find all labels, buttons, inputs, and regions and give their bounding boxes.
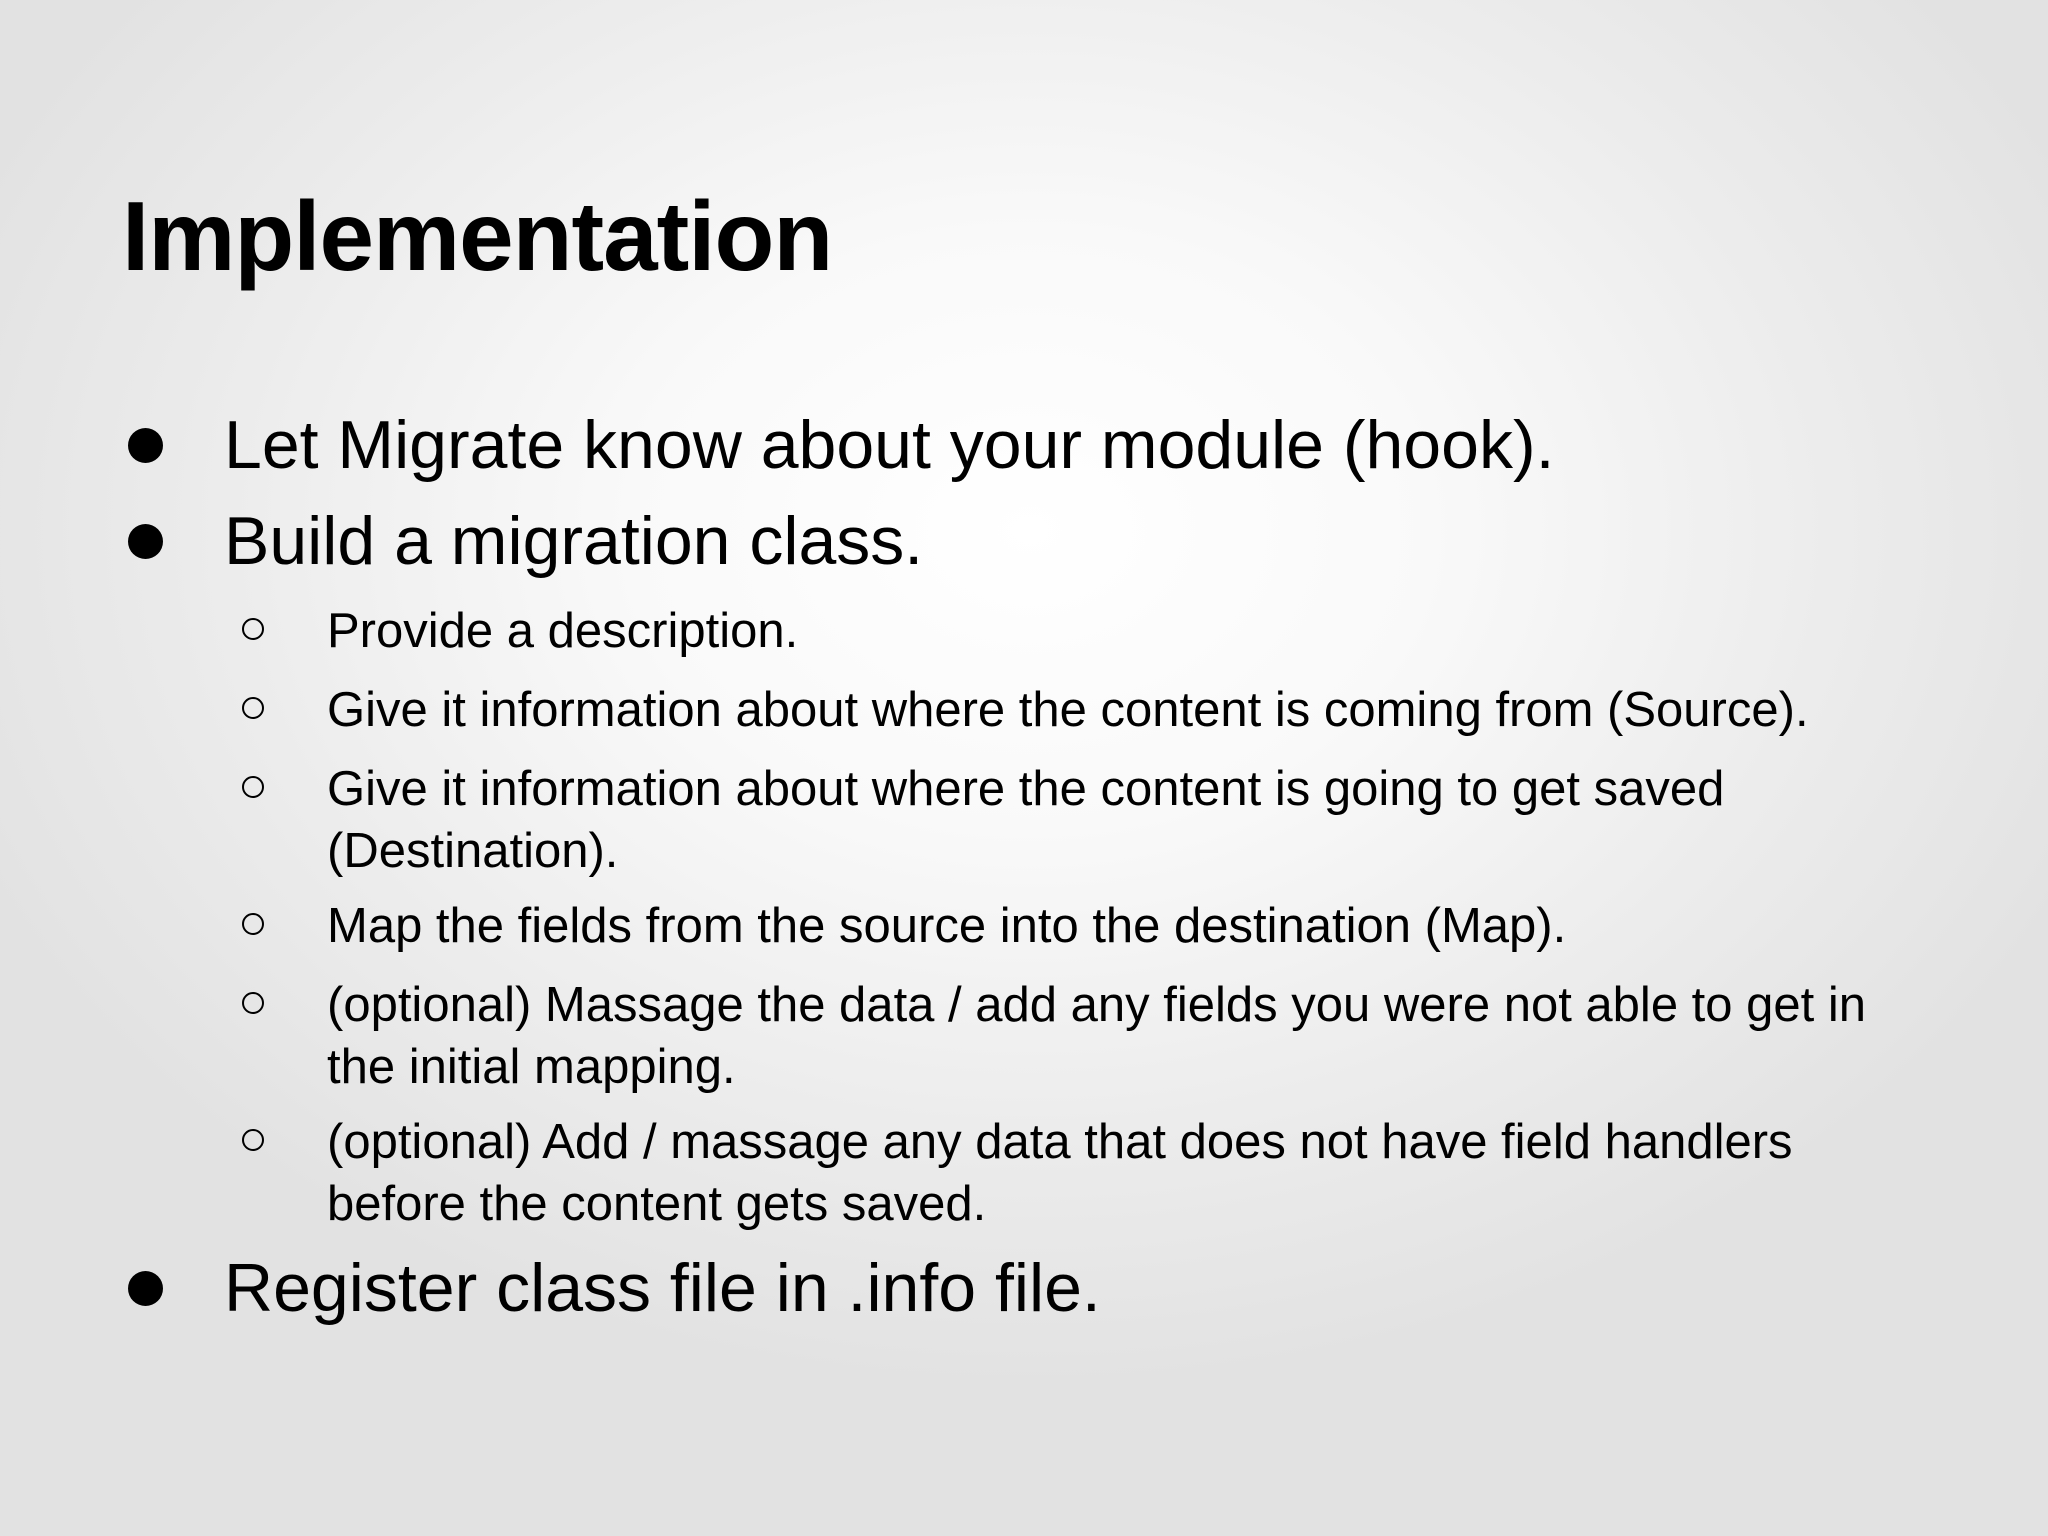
sub-bullet-text: (optional) Massage the data / add any fields you were not able to get in the initial mapping. (327, 978, 1867, 1094)
sub-bullet-text: Give it information about where the content is coming from (Source). (327, 683, 1809, 737)
sub-bullet-text: Give it information about where the content is going to get saved (Destination). (327, 762, 1725, 878)
sub-bullet-text: Map the fields from the source into the destination (Map). (327, 899, 1567, 953)
hollow-bullet-icon (242, 776, 264, 798)
hollow-bullet-icon (242, 1129, 264, 1151)
sub-bullet-text: Provide a description. (327, 604, 799, 658)
bullet-text: Register class file in .info file. (224, 1250, 1101, 1326)
bullet-text: Build a migration class. (224, 503, 924, 579)
hollow-bullet-icon (242, 697, 264, 719)
filled-bullet-icon (128, 1271, 163, 1306)
sub-bullet-text: (optional) Add / massage any data that does not have field handlers before the content gets saved. (327, 1115, 1793, 1231)
hollow-bullet-icon (242, 618, 264, 640)
hollow-bullet-icon (242, 992, 264, 1014)
slide-title: Implementation (122, 181, 833, 291)
hollow-bullet-icon (242, 913, 264, 935)
bullet-text: Let Migrate know about your module (hook). (224, 407, 1555, 483)
filled-bullet-icon (128, 524, 163, 559)
filled-bullet-icon (128, 428, 163, 463)
